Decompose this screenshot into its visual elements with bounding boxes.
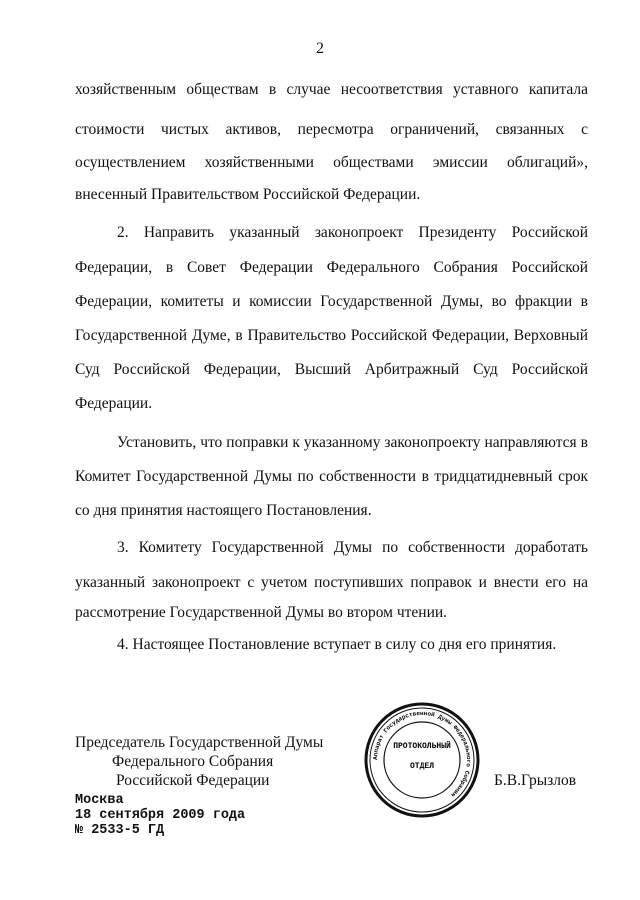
text-line: внесенный Правительством Российской Федерации.: [75, 186, 421, 203]
date: 18 сентября 2009 года: [75, 808, 246, 823]
page-number: 2: [316, 40, 324, 57]
text-line: Федерации.: [75, 395, 153, 412]
text-line: Государственной Думе, в Правительство Российской Федерации, Верховный: [75, 327, 588, 344]
official-stamp: [362, 700, 482, 820]
signatory-name: Б.В.Грызлов: [494, 772, 577, 789]
text-line: Федерации, комитеты и комиссии Государственной Думы, во фракции в: [75, 293, 588, 310]
text-line: хозяйственным обществам в случае несоответствия уставного капитала: [75, 81, 588, 98]
text-line: 3. Комитету Государственной Думы по собственности доработать: [117, 539, 588, 556]
text-line: осуществлением хозяйственными обществами эмиссии облигаций»,: [75, 154, 588, 171]
text-line: Установить, что поправки к указанному законопроекту направляются в: [117, 434, 588, 451]
svg-text:Аппарат Государственной Думы Ф: Аппарат Государственной Думы Федерального Собрания: [371, 709, 473, 799]
text-line: 2. Направить указанный законопроект Президенту Российской: [117, 224, 588, 241]
document-number: № 2533-5 ГД: [75, 823, 165, 838]
text-line: Комитет Государственной Думы по собственности в тридцатидневный срок: [75, 468, 588, 485]
text-line: рассмотрение Государственной Думы во втором чтении.: [75, 604, 448, 621]
city: Москва: [75, 793, 124, 808]
text-line: Суд Российской Федерации, Высший Арбитражный Суд Российской: [75, 361, 588, 378]
svg-text:ОТДЕЛ: ОТДЕЛ: [409, 762, 435, 771]
svg-text:ПРОТОКОЛЬНЫЙ: ПРОТОКОЛЬНЫЙ: [393, 742, 451, 751]
text-line: указанный законопроект с учетом поступивших поправок и внести его на: [75, 574, 588, 591]
signatory-title-1: Председатель Государственной Думы: [75, 734, 324, 751]
text-line: Федерации, в Совет Федерации Федерального Собрания Российской: [75, 259, 588, 276]
text-line: 4. Настоящее Постановление вступает в силу со дня его принятия.: [117, 636, 557, 653]
text-line: стоимости чистых активов, пересмотра ограничений, связанных с: [75, 121, 588, 138]
text-line: со дня принятия настоящего Постановления.: [75, 502, 372, 519]
signatory-title-2: Федерального Собрания: [112, 753, 274, 770]
signatory-title-3: Российской Федерации: [116, 772, 270, 789]
